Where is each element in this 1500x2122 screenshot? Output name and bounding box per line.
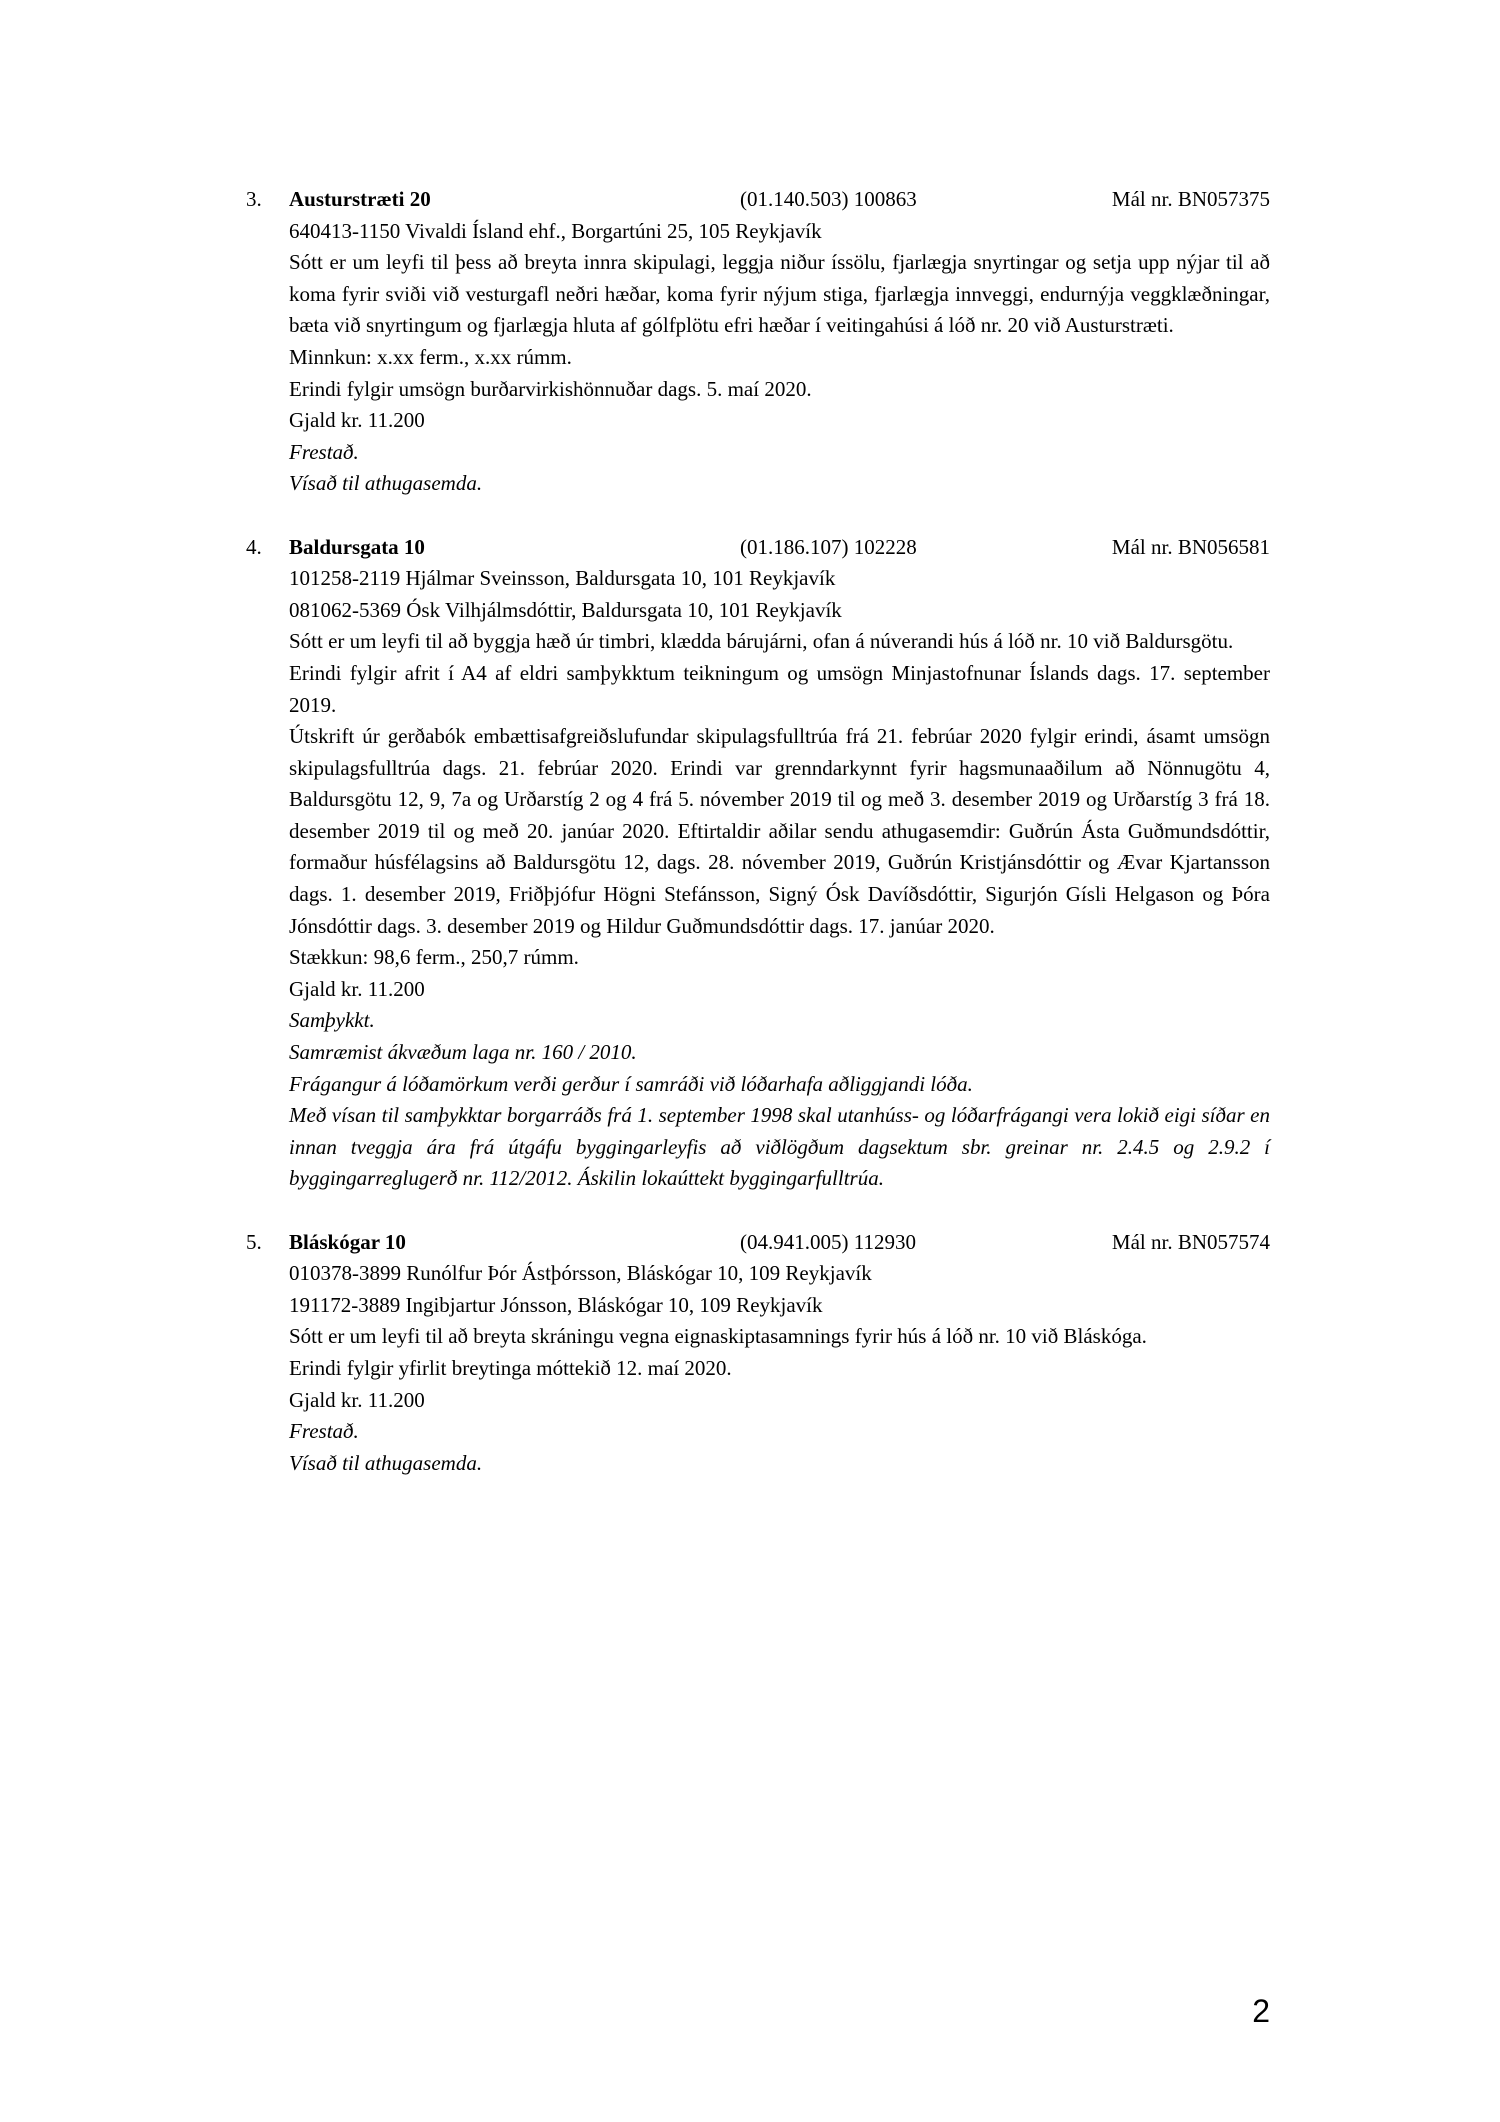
item-reference: (01.186.107) 102228 <box>740 534 917 559</box>
item-decision: Frestað. <box>289 439 359 464</box>
party-line: 191172-3889 Ingibjartur Jónsson, Bláskógar 10, 109 Reykjavík <box>289 1292 823 1317</box>
item-number: 4. <box>246 534 262 559</box>
item-paragraph: Útskrift úr gerðabók embættisafgreiðslufundar skipulagsfulltrúa frá 21. febrúar 2020 fylgir erindi, ásamt umsögn skipulagsfulltrúa dags. 21. febrúar 2020. Erindi var grenndarkynnt fyrir hagsmunaaðilum að Nönnugötu 4, Baldursgötu 12, 9, 7a og Urðarstíg 2 og 4 frá 5. nóvember 2019 til og með 3. desember 2019 og Urðarstíg 3 frá 18. desember 2019 til og með 20. janúar 2020. Eftirtaldir aðilar sendu athugasemdir: Guðrún Ásta Guðmundsdóttir, formaður húsfélagsins að Baldursgötu 12, dags. 28. nóvember 2019, Guðrún Kristjánsdóttir og Ævar Kjartansson dags. 1. desember 2019, Friðþjófur Högni Stefánsson, Signý Ósk Davíðsdóttir, Sigurjón Gísli Helgason og Þóra Jónsdóttir dags. 3. desember 2019 og Hildur Guðmundsdóttir dags. 17. janúar 2020. <box>289 724 1270 938</box>
item-number: 5. <box>246 1229 262 1254</box>
agenda-item <box>246 184 1270 500</box>
item-address: Baldursgata 10 <box>289 534 425 559</box>
minutes-content <box>246 184 1270 1511</box>
item-decision: Með vísan til samþykktar borgarráðs frá 1. september 1998 skal utanhúss- og lóðarfrágangi vera lokið eigi síðar en innan tveggja ára frá útgáfu byggingarleyfis að viðlögðum dagsektum sbr. greinar nr. 2.4.5 og 2.9.2 í byggingarreglugerð nr. 112/2012. Áskilin lokaúttekt byggingarfulltrúa. <box>289 1103 1270 1191</box>
item-paragraph: Gjald kr. 11.200 <box>289 976 425 1001</box>
item-decision: Vísað til athugasemda. <box>289 1450 483 1475</box>
item-paragraph: Sótt er um leyfi til að byggja hæð úr timbri, klædda bárujárni, ofan á núverandi hús á lóð nr. 10 við Baldursgötu. <box>289 629 1234 654</box>
agenda-item <box>246 532 1270 1195</box>
item-address: Austurstræti 20 <box>289 187 431 211</box>
item-decision: Frestað. <box>289 1419 359 1444</box>
party-line: 081062-5369 Ósk Vilhjálmsdóttir, Baldursgata 10, 101 Reykjavík <box>289 597 842 622</box>
party-line: 010378-3899 Runólfur Þór Ástþórsson, Bláskógar 10, 109 Reykjavík <box>289 1261 872 1286</box>
item-case-number: Mál nr. BN057574 <box>1111 1229 1270 1254</box>
item-reference: (04.941.005) 112930 <box>740 1229 916 1254</box>
item-paragraph: Stækkun: 98,6 ferm., 250,7 rúmm. <box>289 945 579 970</box>
item-header <box>246 532 1270 564</box>
item-case-number: Mál nr. BN057375 <box>1111 187 1270 211</box>
item-address: Bláskógar 10 <box>289 1229 406 1254</box>
item-number: 3. <box>246 187 262 211</box>
item-paragraph: Gjald kr. 11.200 <box>289 1387 425 1412</box>
item-case-number: Mál nr. BN056581 <box>1111 534 1270 559</box>
item-paragraph: Erindi fylgir afrit í A4 af eldri samþykktum teikningum og umsögn Minjastofnunar Íslands dags. 17. september 2019. <box>289 660 1270 717</box>
item-decision: Frágangur á lóðamörkum verði gerður í samráði við lóðarhafa aðliggjandi lóða. <box>289 1071 973 1096</box>
item-decision: Samræmist ákvæðum laga nr. 160 / 2010. <box>289 1040 637 1065</box>
item-paragraph: Erindi fylgir yfirlit breytinga móttekið 12. maí 2020. <box>289 1355 732 1380</box>
item-paragraph: Minnkun: x.xx ferm., x.xx rúmm. <box>289 344 572 369</box>
item-header <box>246 1227 1270 1259</box>
item-paragraph: Erindi fylgir umsögn burðarvirkishönnuðar dags. 5. maí 2020. <box>289 376 812 401</box>
item-decision: Vísað til athugasemda. <box>289 471 483 496</box>
page-number: 2 <box>1252 1993 1270 2029</box>
party-line: 101258-2119 Hjálmar Sveinsson, Baldursgata 10, 101 Reykjavík <box>289 566 836 591</box>
item-paragraph: Gjald kr. 11.200 <box>289 408 425 433</box>
agenda-item <box>246 1227 1270 1480</box>
item-paragraph: Sótt er um leyfi til þess að breyta innra skipulagi, leggja niður íssölu, fjarlægja snyrtingar og setja upp nýjar til að koma fyrir sviði við vesturgafl neðri hæðar, koma fyrir nýjum stiga, fjarlægja innveggi, endurnýja veggklæðningar, bæta við snyrtingum og fjarlægja hluta af gólfplötu efri hæðar í veitingahúsi á lóð nr. 20 við Austurstræti. <box>289 250 1270 338</box>
item-decision: Samþykkt. <box>289 1008 375 1033</box>
item-paragraph: Sótt er um leyfi til að breyta skráningu vegna eignaskiptasamnings fyrir hús á lóð nr. 10 við Bláskóga. <box>289 1324 1147 1349</box>
item-reference: (01.140.503) 100863 <box>740 187 917 211</box>
item-header <box>246 184 1270 216</box>
party-line: 640413-1150 Vivaldi Ísland ehf., Borgartúni 25, 105 Reykjavík <box>289 218 822 243</box>
